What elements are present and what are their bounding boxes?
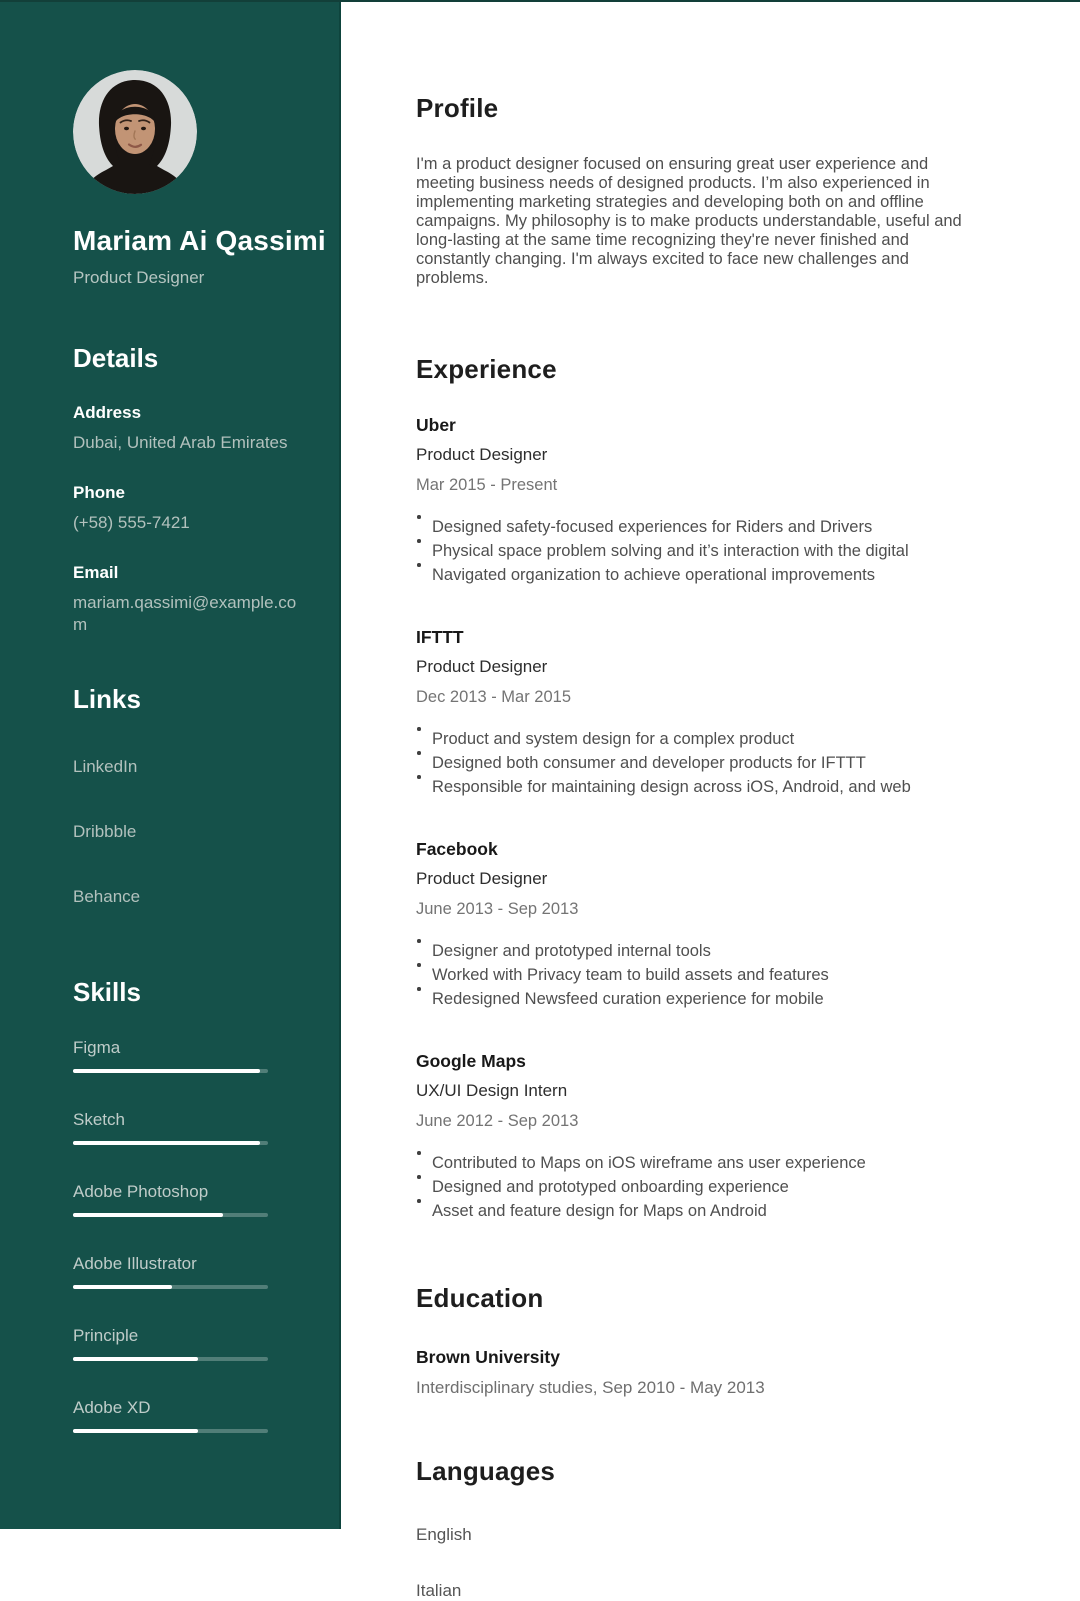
education-heading: Education <box>416 1283 544 1313</box>
language-italian: Italian <box>416 1581 462 1600</box>
job-dates: Dec 2013 - Mar 2015 <box>416 688 572 706</box>
bullet: Designed both consumer and developer products for IFTTT <box>416 754 985 773</box>
bullet: Worked with Privacy team to build assets and features <box>416 966 985 985</box>
school-name: Brown University <box>416 1347 560 1367</box>
skill-sketch-label: Sketch <box>73 1110 125 1129</box>
job-role: UX/UI Design Intern <box>416 1081 568 1100</box>
skill-figma-fill <box>73 1069 260 1073</box>
job-role: Product Designer <box>416 869 548 888</box>
job-dates: June 2013 - Sep 2013 <box>416 900 579 918</box>
main-content <box>343 2 1080 1600</box>
skill-illustrator-label: Adobe Illustrator <box>73 1254 197 1273</box>
experience-entry-ifttt <box>416 627 985 797</box>
job-bullets <box>416 730 985 797</box>
experience-heading: Experience <box>416 354 557 384</box>
bullet: Product and system design for a complex product <box>416 730 985 749</box>
experience-entry-google-maps <box>416 1051 985 1221</box>
bullet: Redesigned Newsfeed curation experience for mobile <box>416 990 985 1009</box>
bullet: Navigated organization to achieve operational improvements <box>416 566 985 585</box>
job-dates: June 2012 - Sep 2013 <box>416 1112 579 1130</box>
bullet: Designed safety-focused experiences for Riders and Drivers <box>416 518 985 537</box>
skill-figma-label: Figma <box>73 1038 121 1057</box>
skill-adobe-xd <box>73 1398 307 1433</box>
skill-principle <box>73 1326 307 1361</box>
link-linkedin[interactable]: LinkedIn <box>73 757 138 776</box>
detail-address <box>73 403 307 454</box>
skill-photoshop-label: Adobe Photoshop <box>73 1182 209 1201</box>
details-section <box>73 343 307 636</box>
skill-photoshop <box>73 1182 307 1217</box>
experience-entry-uber <box>416 415 985 585</box>
links-section <box>73 684 307 907</box>
link-behance[interactable]: Behance <box>73 887 141 906</box>
company-name: IFTTT <box>416 627 464 647</box>
details-heading: Details <box>73 343 159 373</box>
company-name: Facebook <box>416 839 498 859</box>
language-english: English <box>416 1525 472 1544</box>
person-job-title: Product Designer <box>73 268 205 287</box>
job-dates: Mar 2015 - Present <box>416 476 558 494</box>
company-name: Uber <box>416 415 456 435</box>
bullet: Designed and prototyped onboarding experience <box>416 1178 985 1197</box>
experience-section <box>416 354 985 1221</box>
skill-illustrator-bar <box>73 1285 268 1289</box>
skill-adobe-xd-fill <box>73 1429 198 1433</box>
skill-adobe-xd-label: Adobe XD <box>73 1398 151 1417</box>
skill-sketch-bar <box>73 1141 268 1145</box>
bullet: Physical space problem solving and it’s interaction with the digital <box>416 542 985 561</box>
email-label: Email <box>73 563 119 582</box>
bullet: Responsible for maintaining design across iOS, Android, and web <box>416 778 985 797</box>
skill-principle-bar <box>73 1357 268 1361</box>
skill-photoshop-bar <box>73 1213 268 1217</box>
skills-heading: Skills <box>73 977 141 1007</box>
education-section <box>416 1283 985 1398</box>
job-bullets <box>416 518 985 585</box>
profile-section <box>416 93 985 288</box>
avatar <box>73 70 197 194</box>
detail-phone <box>73 483 307 534</box>
job-role: Product Designer <box>416 657 548 676</box>
phone-value: (+58) 555-7421 <box>73 513 190 532</box>
sidebar <box>0 2 341 1529</box>
job-role: Product Designer <box>416 445 548 464</box>
skill-sketch-fill <box>73 1141 260 1145</box>
skill-principle-label: Principle <box>73 1326 139 1345</box>
company-name: Google Maps <box>416 1051 526 1071</box>
bullet: Designer and prototyped internal tools <box>416 942 985 961</box>
skill-photoshop-fill <box>73 1213 223 1217</box>
skill-figma <box>73 1038 307 1073</box>
school-detail: Interdisciplinary studies, Sep 2010 - May 2013 <box>416 1378 765 1397</box>
skill-figma-bar <box>73 1069 268 1073</box>
address-value: Dubai, United Arab Emirates <box>73 433 288 452</box>
skill-principle-fill <box>73 1357 198 1361</box>
skill-illustrator <box>73 1254 307 1289</box>
skill-illustrator-fill <box>73 1285 172 1289</box>
experience-entry-facebook <box>416 839 985 1009</box>
profile-text: I'm a product designer focused on ensuring great user experience and meeting business needs of designed products. I’m also experienced in implementing marketing strategies and developing both on and offline campaigns. My philosophy is to make products understandable, useful and long-lasting at the same time recognizing they're never finished and constantly changing. I'm always excited to face new challenges and problems. <box>416 155 962 287</box>
profile-photo-illustration <box>73 70 197 194</box>
person-name: Mariam Ai Qassimi <box>73 225 326 256</box>
links-heading: Links <box>73 684 141 714</box>
phone-label: Phone <box>73 483 125 502</box>
bullet: Contributed to Maps on iOS wireframe ans user experience <box>416 1154 985 1173</box>
skill-sketch <box>73 1110 307 1145</box>
profile-heading: Profile <box>416 93 499 123</box>
address-label: Address <box>73 403 142 422</box>
detail-email <box>73 563 307 636</box>
link-dribbble[interactable]: Dribbble <box>73 822 137 841</box>
skills-section <box>73 977 307 1433</box>
job-bullets <box>416 1154 985 1221</box>
email-value: mariam.qassimi@example.com <box>73 593 297 634</box>
bullet: Asset and feature design for Maps on Android <box>416 1202 985 1221</box>
languages-heading: Languages <box>416 1456 556 1486</box>
skill-adobe-xd-bar <box>73 1429 268 1433</box>
job-bullets <box>416 942 985 1009</box>
